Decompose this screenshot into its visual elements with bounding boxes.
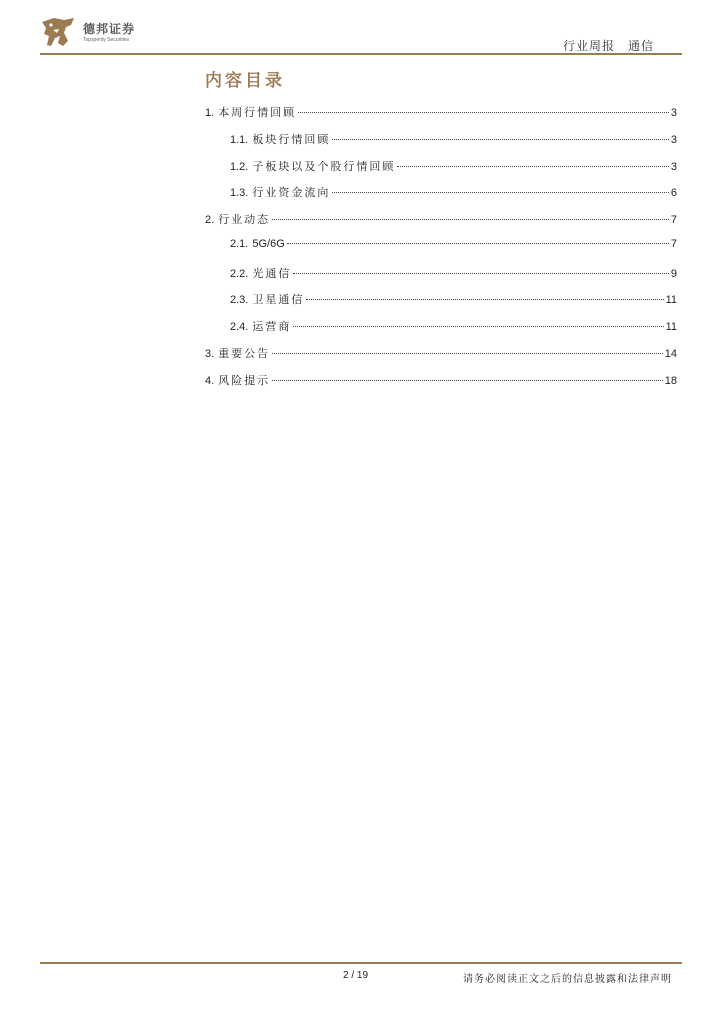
toc-dot-leader — [272, 219, 669, 220]
toc-entry-page: 11 — [665, 321, 677, 333]
toc-entry-number: 2.2. — [230, 267, 249, 280]
toc-entry-number: 4. — [205, 374, 215, 387]
toc-entry[interactable] — [205, 104, 677, 131]
toc-entry[interactable] — [205, 372, 677, 399]
report-category — [563, 37, 654, 54]
toc-entry-number: 3. — [205, 347, 215, 360]
toc-dot-leader — [272, 353, 663, 354]
toc-entry-page: 18 — [664, 374, 677, 387]
toc-entry-label: 运营商 — [252, 321, 292, 333]
toc-entry[interactable] — [205, 238, 677, 265]
toc-entry[interactable] — [205, 158, 677, 185]
toc-entry-number: 2.4. — [230, 321, 249, 333]
toc-entry[interactable] — [205, 345, 677, 372]
company-name-cn: 德邦证券 — [83, 22, 136, 36]
toc-dot-leader — [293, 326, 663, 327]
toc-entry[interactable] — [205, 131, 677, 158]
toc-dot-leader — [293, 273, 669, 274]
toc-entry[interactable] — [205, 318, 677, 345]
toc-dot-leader — [332, 192, 669, 193]
toc-dot-leader — [287, 243, 669, 244]
toc-entry[interactable] — [205, 265, 677, 292]
toc-entry-page: 7 — [670, 214, 677, 226]
toc-entry[interactable] — [205, 291, 677, 318]
toc-entry-page: 9 — [670, 267, 677, 280]
toc-entry-label: 行业动态 — [218, 214, 271, 226]
toc-dot-leader — [298, 112, 669, 113]
toc-entry-label: 卫星通信 — [252, 294, 305, 307]
table-of-contents — [205, 104, 677, 398]
toc-entry-number: 1. — [205, 107, 215, 119]
report-sector: 通信 — [627, 39, 654, 53]
toc-entry-label: 光通信 — [252, 267, 292, 280]
toc-entry-label: 本周行情回顾 — [218, 107, 297, 119]
tiger-logo-icon — [40, 16, 76, 48]
toc-entry-page: 3 — [670, 133, 677, 146]
legal-disclaimer: 请务必阅读正文之后的信息披露和法律声明 — [463, 974, 672, 985]
toc-title: 内容目录 — [205, 71, 285, 91]
toc-entry-page: 14 — [664, 347, 677, 360]
toc-entry-number: 2. — [205, 214, 215, 226]
toc-entry-page: 6 — [670, 187, 677, 200]
footer-divider — [40, 962, 682, 964]
toc-entry-number: 1.1. — [230, 133, 249, 146]
toc-dot-leader — [306, 299, 663, 300]
toc-entry-label: 行业资金流向 — [252, 187, 331, 200]
toc-entry-page: 3 — [670, 160, 677, 173]
toc-entry-label: 子板块以及个股行情回顾 — [252, 160, 396, 173]
toc-entry-label: 5G/6G — [252, 237, 285, 250]
page-number: 2 / 19 — [343, 970, 369, 981]
toc-dot-leader — [272, 380, 663, 381]
toc-entry-page: 3 — [670, 107, 677, 119]
toc-entry-page: 11 — [665, 294, 677, 307]
company-name-en: Topsperity Securities — [83, 37, 130, 43]
toc-entry[interactable] — [205, 184, 677, 211]
toc-entry[interactable] — [205, 211, 677, 238]
report-type: 行业周报 — [562, 39, 615, 53]
header-divider — [40, 53, 682, 55]
toc-dot-leader — [397, 166, 669, 167]
toc-dot-leader — [332, 139, 669, 140]
toc-entry-label: 板块行情回顾 — [252, 133, 331, 146]
company-logo — [40, 16, 150, 50]
toc-entry-number: 2.1. — [230, 237, 249, 250]
toc-entry-number: 1.3. — [230, 187, 249, 200]
toc-entry-page: 7 — [670, 237, 677, 250]
toc-entry-number: 1.2. — [230, 160, 249, 173]
toc-entry-label: 风险提示 — [218, 374, 271, 387]
toc-entry-number: 2.3. — [230, 294, 249, 307]
toc-entry-label: 重要公告 — [218, 347, 271, 360]
